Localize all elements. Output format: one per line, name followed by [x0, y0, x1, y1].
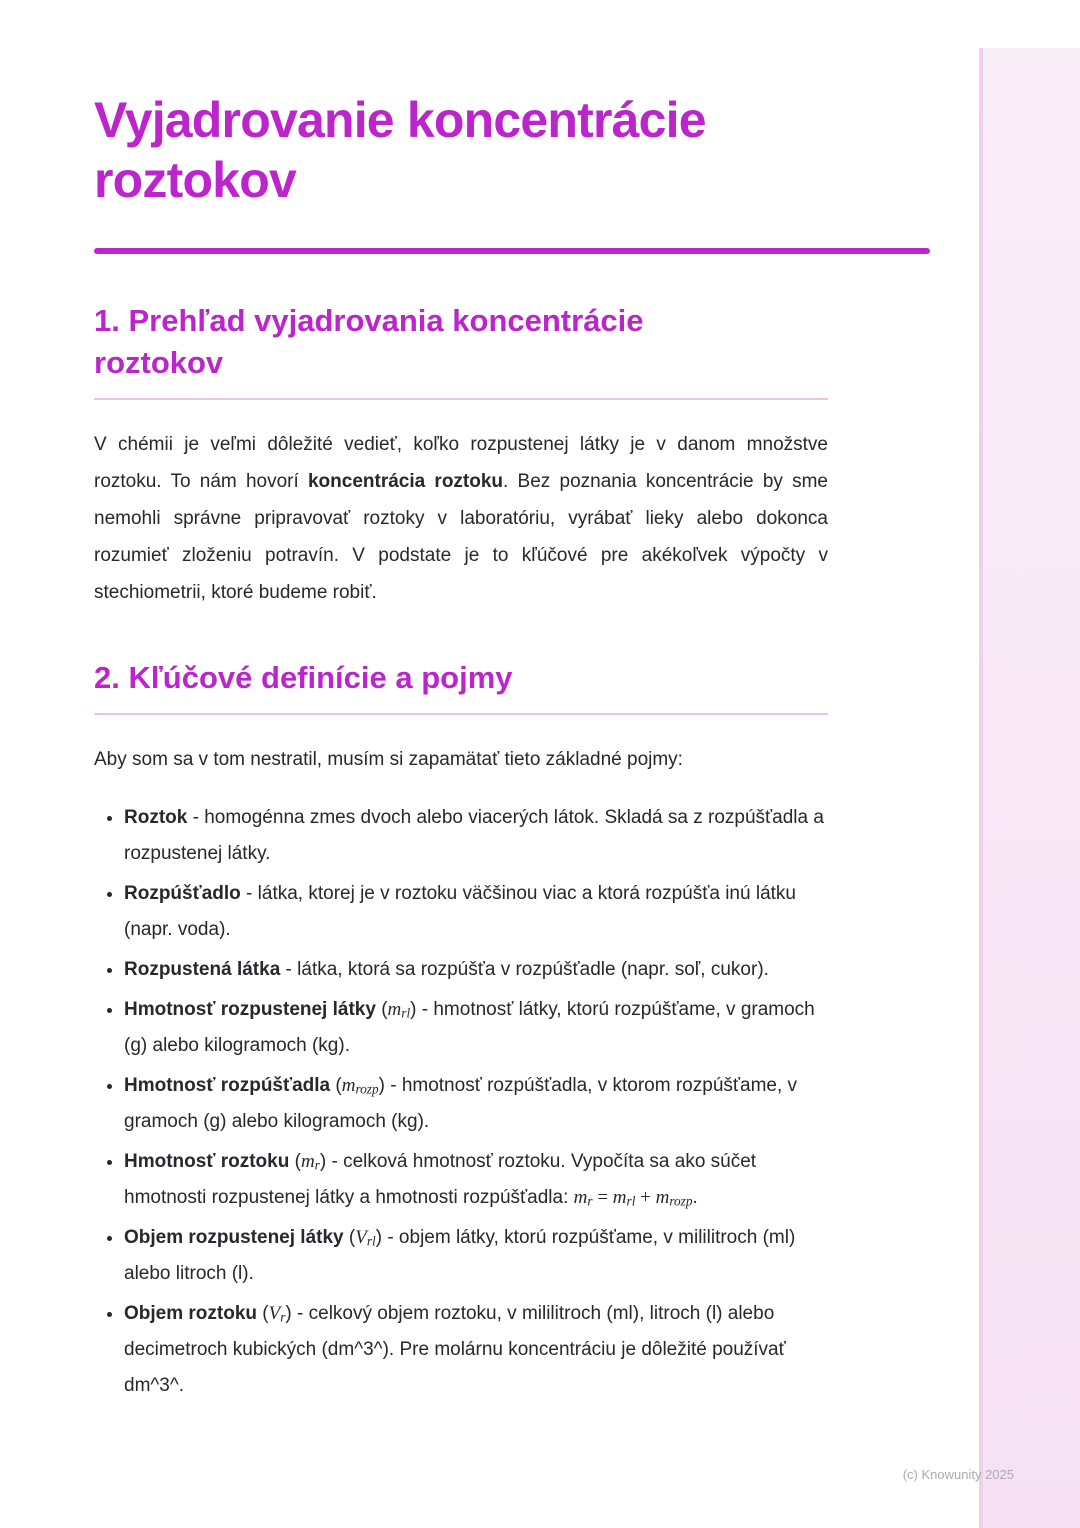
math-var: $V_r$ [268, 1303, 286, 1325]
text-run: - látka, ktorá sa rozpúšťa v rozpúšťadle (napr. soľ, cukor). [280, 959, 769, 981]
term-bold: koncentrácia roztoku [307, 471, 504, 493]
math-var: $V_{rl}$ [355, 1227, 376, 1249]
text-run: ( [330, 1075, 342, 1097]
term-bold: Objem roztoku [124, 1303, 258, 1325]
title-divider [94, 248, 930, 254]
text-run: ( [289, 1151, 301, 1173]
text-run: . Bez poznania koncentrácie by sme nemohli správne pripravovať roztoky v laboratóriu, vyrábať lieky alebo dokonca rozumieť zloženiu potravín. V podstate je to kľúčové pre akékoľvek výpočty v stechiometrii, ktoré budeme robiť. [94, 471, 828, 604]
math-var: $m_{rozp}$ [655, 1187, 693, 1209]
term-bold: Roztok [124, 807, 188, 829]
text-run: ( [257, 1303, 269, 1325]
text-run: ) - celkový objem roztoku, v mililitroch (ml), litroch (l) alebo decimetroch kubických (dm^3^). Pre molárnu koncentráciu je dôležité používať dm^3^. [124, 1303, 786, 1397]
math-var: $m_r$ [573, 1187, 593, 1209]
definition-item-rozpustadlo [124, 876, 828, 948]
math-var: $m_{rozp}$ [341, 1075, 379, 1097]
section-2-heading: 2. Kľúčové definície a pojmy [94, 660, 513, 696]
math-operator: + [635, 1187, 656, 1209]
term-bold: Hmotnosť roztoku [124, 1151, 290, 1173]
text-run: - látka, ktorej je v roztoku väčšinou viac a ktorá rozpúšťa inú látku (napr. voda). [124, 883, 796, 941]
term-bold: Rozpúšťadlo [124, 883, 241, 905]
section-definitions [94, 657, 930, 1404]
term-bold: Objem rozpustenej látky [124, 1227, 344, 1249]
side-accent-strip [979, 48, 1080, 1528]
copyright-footer: (c) Knowunity 2025 [902, 1467, 1014, 1482]
text-run: V chémii je veľmi dôležité vedieť, koľko rozpustenej látky je v danom množstve roztoku. To nám hovorí [94, 434, 828, 493]
section-1-underline [94, 398, 828, 400]
page-title: Vyjadrovanie koncentrácie roztokov [94, 92, 706, 208]
definition-item-hmotnost-roztoku [124, 1144, 828, 1216]
definition-item-hmotnost-rozpustadla [124, 1068, 828, 1140]
definitions-list [94, 800, 828, 1404]
definition-item-hmotnost-rozpustenej-latky [124, 992, 828, 1064]
text-run: ( [343, 1227, 356, 1249]
math-var: $m_r$ [300, 1151, 320, 1173]
math-var: $m_{rl}$ [612, 1187, 636, 1209]
text-run: ) - hmotnosť látky, ktorú rozpúšťame, v gramoch (g) alebo kilogramoch (kg). [124, 999, 815, 1057]
text-run: ( [375, 999, 388, 1021]
text-run: . [692, 1187, 698, 1209]
text-run: ) - hmotnosť rozpúšťadla, v ktorom rozpúšťame, v gramoch (g) alebo kilogramoch (kg). [124, 1075, 798, 1133]
term-bold: Rozpustená látka [124, 959, 281, 981]
definition-item-objem-roztoku [124, 1296, 828, 1404]
definition-item-roztok [124, 800, 828, 872]
text-run: ) - celková hmotnosť roztoku. Vypočíta sa ako súčet hmotnosti rozpustenej látky a hmotnosti rozpúšťadla: [124, 1151, 757, 1209]
text-run: ) - objem látky, ktorú rozpúšťame, v mililitroch (ml) alebo litroch (l). [124, 1227, 796, 1285]
definition-item-rozpustena-latka [124, 952, 828, 988]
math-var: $m_{rl}$ [387, 999, 411, 1021]
definition-item-objem-rozpustenej-latky [124, 1220, 828, 1292]
term-bold: Hmotnosť rozpustenej látky [124, 999, 376, 1021]
text-run: - homogénna zmes dvoch alebo viacerých látok. Skladá sa z rozpúšťadla a rozpustenej látky. [124, 807, 824, 865]
section-2-intro: Aby som sa v tom nestratil, musím si zapamätať tieto základné pojmy: [94, 749, 683, 771]
section-1-heading: 1. Prehľad vyjadrovania koncentrácie roztokov [94, 303, 644, 381]
section-overview [94, 300, 930, 611]
section-2-underline [94, 713, 828, 715]
math-operator: = [592, 1187, 613, 1209]
term-bold: Hmotnosť rozpúšťadla [124, 1075, 331, 1097]
section-1-paragraph [94, 426, 828, 611]
document-page [94, 90, 930, 1408]
